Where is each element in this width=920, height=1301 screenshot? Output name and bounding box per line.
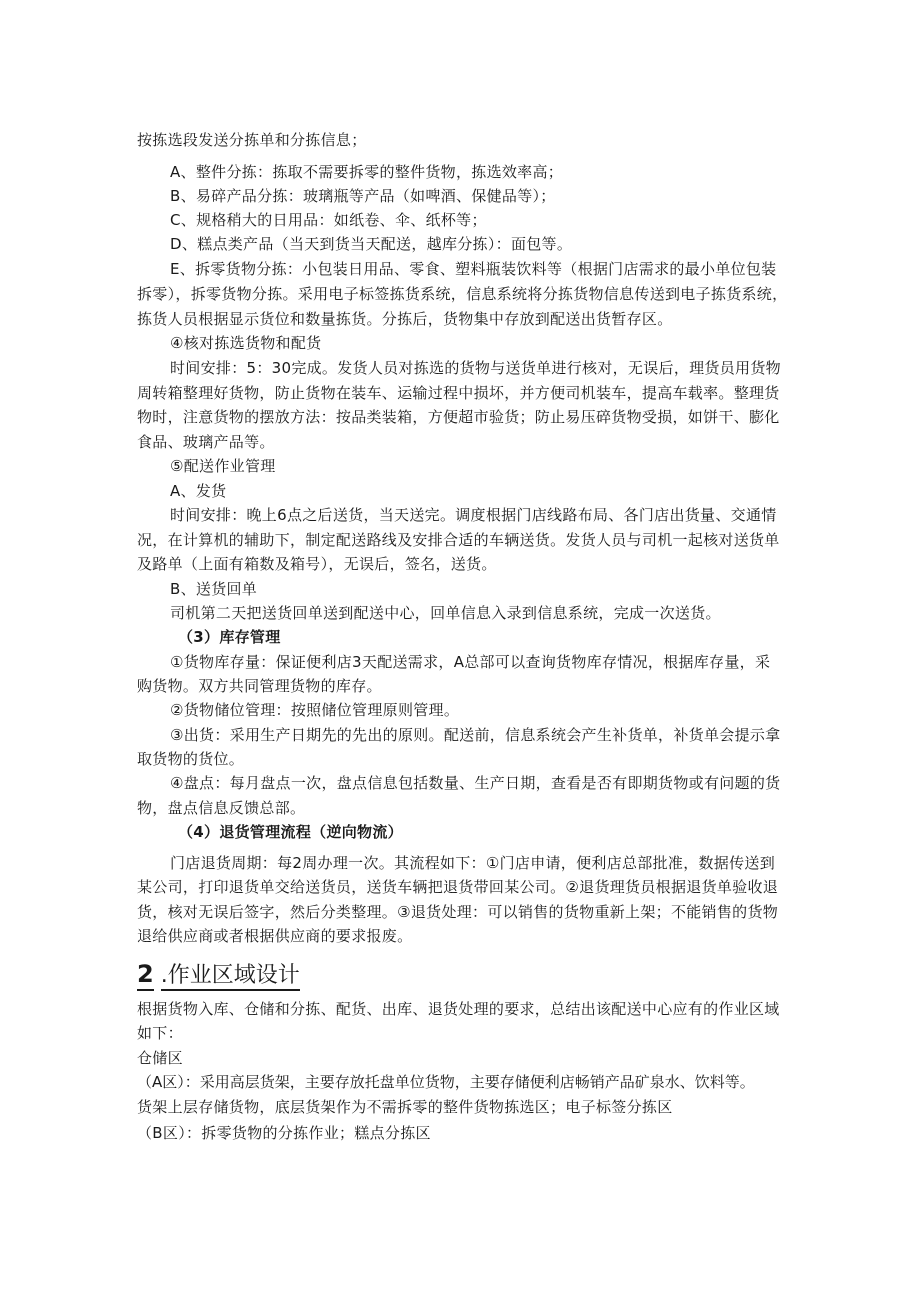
text-line: 取货物的货位。 (137, 750, 245, 768)
text-line: 物，盘点信息反馈总部。 (137, 799, 306, 817)
text-line: 退给供应商或者根据供应商的要求报废。 (137, 927, 413, 945)
text-line: 物时，注意货物的摆放方法：按品类装箱，方便超市验货；防止易压碎货物受损，如饼干、膨化 (137, 408, 780, 426)
heading-number: 2 (137, 960, 154, 991)
text-line: ④核对拣选货物和配货 (170, 334, 322, 352)
text-line: C、规格稍大的日用品：如纸卷、伞、纸杯等； (170, 211, 487, 229)
text-line: 某公司，打印退货单交给送货员，送货车辆把退货带回某公司。②退货理货员根据退货单验收退 (137, 878, 779, 896)
text-line: 购货物。双方共同管理货物的库存。 (137, 677, 382, 695)
text-line: 仓储区 (137, 1049, 183, 1067)
text-line: ③出货：采用生产日期先的先出的原则。配送前，信息系统会产生补货单，补货单会提示拿 (170, 726, 781, 744)
chapter-heading (137, 960, 300, 990)
text-line: 周转箱整理好货物，防止货物在装车、运输过程中损坏，并方便司机装车，提高车载率。整理货 (137, 384, 780, 402)
text-line: ①货物库存量：保证便利店3天配送需求，A总部可以查询货物库存情况，根据库存量，采 (170, 653, 771, 671)
text-line: A、发货 (170, 482, 227, 500)
section-heading: （3）库存管理 (178, 628, 281, 646)
text-line: 门店退货周期：每2周办理一次。其流程如下：①门店申请，便利店总部批准，数据传送到 (170, 854, 775, 872)
text-line: 时间安排：5：30完成。发货人员对拣选的货物与送货单进行核对，无误后，理货员用货物 (170, 359, 781, 377)
text-line: ④盘点：每月盘点一次，盘点信息包括数量、生产日期，查看是否有即期货物或有问题的货 (170, 774, 781, 792)
text-line: （A区）：采用高层货架，主要存放托盘单位货物，主要存储便利店畅销产品矿泉水、饮料等。 (137, 1073, 755, 1091)
text-line: D、糕点类产品（当天到货当天配送，越库分拣）：面包等。 (170, 235, 573, 253)
text-line: 况，在计算机的辅助下，制定配送路线及安排合适的车辆送货。发货人员与司机一起核对送货单 (137, 531, 780, 549)
heading-title: .作业区域设计 (161, 963, 300, 991)
text-line: E、拆零货物分拣：小包装日用品、零食、塑料瓶装饮料等（根据门店需求的最小单位包装 (170, 260, 777, 278)
text-line: 按拣选段发送分拣单和分拣信息； (137, 131, 367, 149)
text-line: 如下： (137, 1024, 183, 1042)
text-line: 拆零），拆零货物分拣。采用电子标签拣货系统，信息系统将分拣货物信息传送到电子拣货系统， (137, 285, 788, 303)
text-line: A、整件分拣：拣取不需要拆零的整件货物，拣选效率高； (170, 163, 564, 181)
text-line: 拣货人员根据显示货位和数量拣货。分拣后，货物集中存放到配送出货暂存区。 (137, 310, 673, 328)
text-line: 时间安排：晚上6点之后送货，当天送完。调度根据门店线路布局、各门店出货量、交通情 (170, 506, 777, 524)
text-line: 司机第二天把送货回单送到配送中心，回单信息入录到信息系统，完成一次送货。 (170, 604, 721, 622)
text-line: （B区）：拆零货物的分拣作业；糕点分拣区 (137, 1124, 431, 1142)
text-line: ⑤配送作业管理 (170, 457, 276, 475)
text-line: B、送货回单 (170, 580, 258, 598)
text-line: 食品、玻璃产品等。 (137, 433, 275, 451)
text-line: 根据货物入库、仓储和分拣、配货、出库、退货处理的要求，总结出该配送中心应有的作业区域 (137, 1000, 780, 1018)
text-line: ②货物储位管理：按照储位管理原则管理。 (170, 701, 460, 719)
text-line: 货架上层存储货物，底层货架作为不需拆零的整件货物拣选区；电子标签分拣区 (137, 1098, 673, 1116)
text-line: B、易碎产品分拣：玻璃瓶等产品（如啤酒、保健品等）； (170, 187, 556, 205)
text-line: 及路单（上面有箱数及箱号），无误后，签名，送货。 (137, 555, 497, 573)
text-line: 货，核对无误后签字，然后分类整理。③退货处理：可以销售的货物重新上架；不能销售的货物 (137, 903, 779, 921)
section-heading: （4）退货管理流程（逆向物流） (178, 823, 403, 841)
